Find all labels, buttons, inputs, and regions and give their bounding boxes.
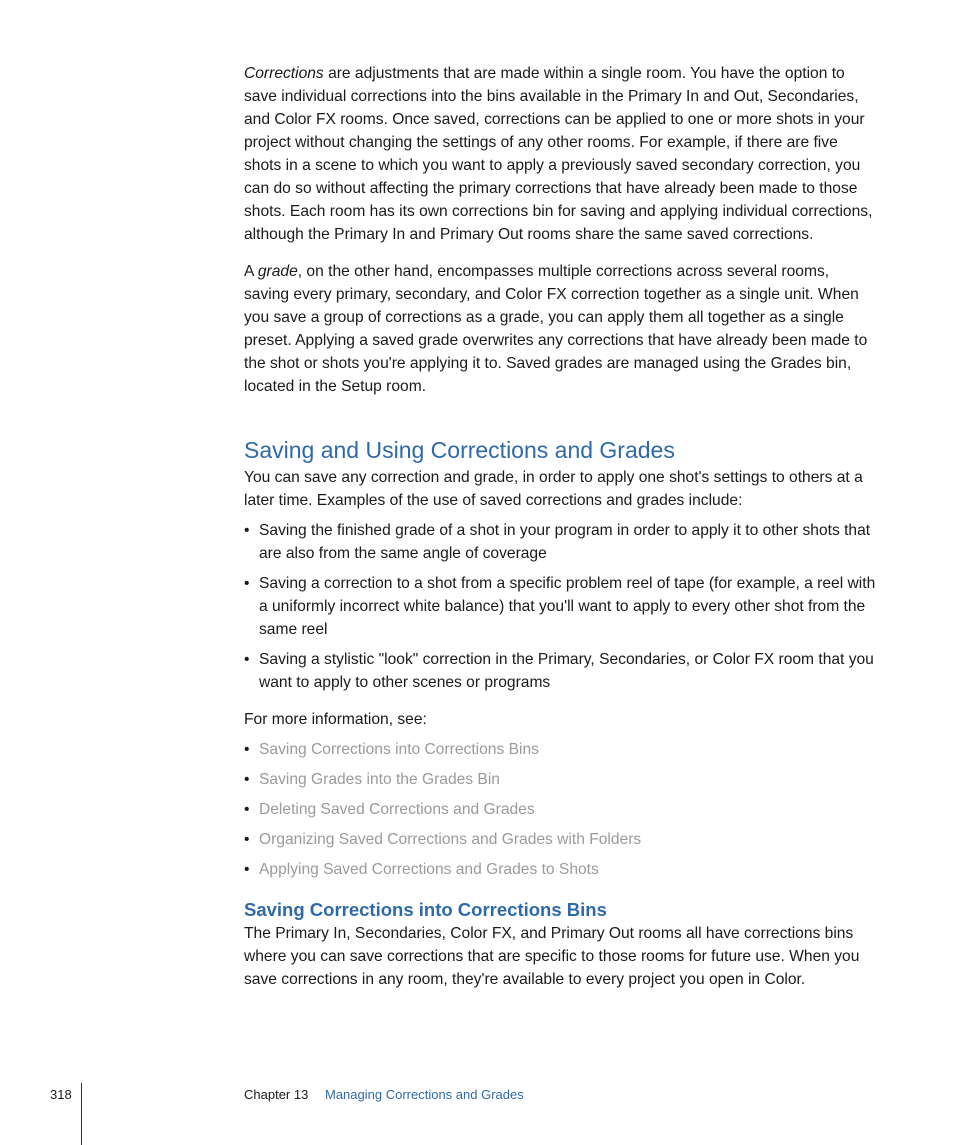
- bullet-icon: •: [244, 522, 250, 539]
- list-item-text: Saving the finished grade of a shot in your program in order to apply it to other shots that are also from the same angle of coverage: [259, 522, 871, 562]
- grade-text: , on the other hand, encompasses multiple corrections across several rooms, saving every primary, secondary, and Color FX correction together as a single unit. When you save a group of corrections as a grade, you can apply them all together as a single preset. Applying a saved grade overwrites any corrections that have already been made to the shot or shots you're applying it to. Saved grades are managed using the Grades bin, located in the Setup room.: [244, 263, 868, 395]
- list-item: [244, 572, 876, 641]
- bullet-icon: •: [244, 651, 250, 668]
- bullet-icon: •: [244, 861, 250, 878]
- page-number: 318: [50, 1087, 72, 1102]
- footer-divider: [81, 1083, 82, 1145]
- link-text[interactable]: Saving Grades into the Grades Bin: [259, 771, 500, 788]
- grade-term: grade: [257, 263, 298, 280]
- corrections-text: are adjustments that are made within a single room. You have the option to save individual corrections into the bins available in the Primary In and Out, Secondaries, and Color FX rooms. Once saved, corrections can be applied to one or more shots in your project without changing the settings of any other rooms. For example, if there are five shots in a scene to which you want to apply a previously saved secondary correction, you can do so without affecting the primary corrections that have already been made to those shots. Each room has its own corrections bin for saving and applying individual corrections, although the Primary In and Primary Out rooms share the same saved corrections.: [244, 65, 873, 243]
- chapter-title-link[interactable]: Managing Corrections and Grades: [325, 1087, 524, 1102]
- grade-lead: A: [244, 263, 258, 280]
- link-applying-saved[interactable]: [244, 858, 876, 881]
- link-saving-corrections[interactable]: [244, 738, 876, 761]
- bullet-icon: •: [244, 801, 250, 818]
- list-item-text: Saving a stylistic "look" correction in the Primary, Secondaries, or Color FX room that you want to apply to other scenes or programs: [259, 651, 874, 691]
- section-heading: Saving and Using Corrections and Grades: [244, 437, 675, 463]
- link-saving-grades[interactable]: [244, 768, 876, 791]
- link-text[interactable]: Deleting Saved Corrections and Grades: [259, 801, 535, 818]
- list-item-text: Saving a correction to a shot from a specific problem reel of tape (for example, a reel with a uniformly incorrect white balance) that you'll want to apply to every other shot from the same reel: [259, 575, 876, 638]
- link-text[interactable]: Applying Saved Corrections and Grades to Shots: [259, 861, 599, 878]
- link-organizing-folders[interactable]: [244, 828, 876, 851]
- corrections-paragraph: [244, 62, 876, 246]
- subsection-heading: Saving Corrections into Corrections Bins: [244, 899, 607, 920]
- see-more-text: For more information, see:: [244, 711, 427, 728]
- bullet-icon: •: [244, 575, 250, 592]
- link-text[interactable]: Organizing Saved Corrections and Grades with Folders: [259, 831, 642, 848]
- list-item: [244, 648, 876, 694]
- related-links-list: [244, 738, 876, 888]
- link-text[interactable]: Saving Corrections into Corrections Bins: [259, 741, 539, 758]
- bullet-icon: •: [244, 741, 250, 758]
- list-item: [244, 519, 876, 565]
- examples-list: [244, 519, 876, 701]
- subsection-body: The Primary In, Secondaries, Color FX, and Primary Out rooms all have corrections bins where you can save corrections that are specific to those rooms for future use. When you save corrections in any room, they're available to every project you open in Color.: [244, 925, 860, 988]
- section-intro: You can save any correction and grade, in order to apply one shot's settings to others at a later time. Examples of the use of saved corrections and grades include:: [244, 469, 863, 509]
- link-deleting-saved[interactable]: [244, 798, 876, 821]
- bullet-icon: •: [244, 831, 250, 848]
- corrections-term: Corrections: [244, 65, 324, 82]
- chapter-label: Chapter 13: [244, 1087, 309, 1102]
- bullet-icon: •: [244, 771, 250, 788]
- grade-paragraph: [244, 260, 876, 398]
